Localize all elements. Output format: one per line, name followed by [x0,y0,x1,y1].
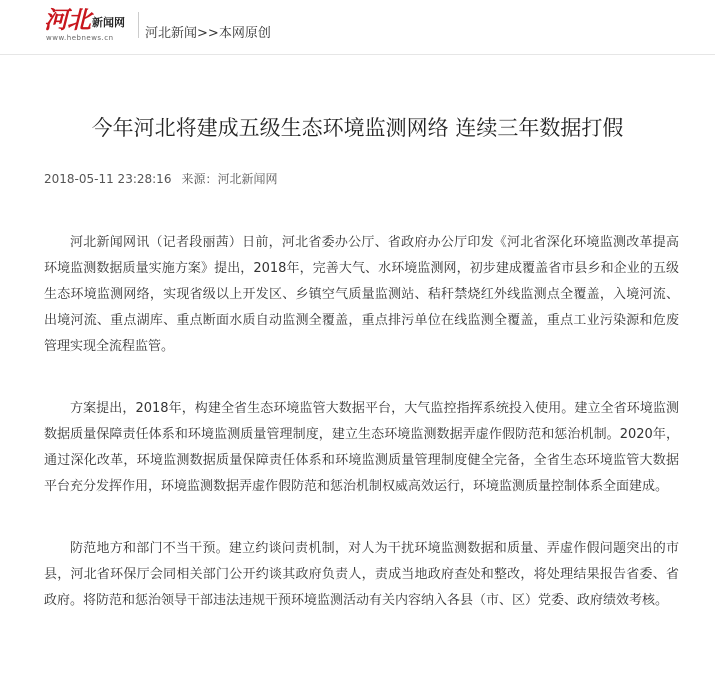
breadcrumb-link-original[interactable]: 本网原创 [218,26,271,41]
article-title: 今年河北将建成五级生态环境监测网络 连续三年数据打假 [91,116,624,141]
breadcrumb [145,25,271,43]
breadcrumb-separator: >> [197,26,219,41]
site-header [0,0,715,55]
logo-sub-text: 新闻网 [92,16,125,29]
article-paragraph: 方案提出，2018年，构建全省生态环境监管大数据平台，大气监控指挥系统投入使用。建立全省环境监测数据质量保障责任体系和环境监测质量管理制度，建立生态环境监测数据弄虚作假防范和惩治机制。2020年，通过深化改革，环境监测数据质量保障责任体系和环境监测质量管理制度健全完备，全省生态环境监管大数据平台充分发挥作用，环境监测数据弄虚作假防范和惩治机制权威高效运行，环境监测质量控制体系全面建成。 [44,401,679,494]
site-logo[interactable] [44,6,134,44]
article-datetime: 2018-05-11 23:28:16 [44,172,172,186]
logo-url-text: www.hebnews.cn [46,34,114,42]
logo-main-text: 河北 [44,5,90,34]
article-body [44,230,679,650]
article-paragraph: 河北新闻网讯（记者段丽茜）日前，河北省委办公厅、省政府办公厅印发《河北省深化环境监测改革提高环境监测数据质量实施方案》提出，2018年，完善大气、水环境监测网，初步建成覆盖省市县乡和企业的五级生态环境监测网络，实现省级以上开发区、乡镇空气质量监测站、秸秆禁烧红外线监测点全覆盖，入境河流、出境河流、重点湖库、重点断面水质自动监测全覆盖，重点排污单位在线监测全覆盖，重点工业污染源和危废管理实现全流程监管。 [44,235,679,354]
breadcrumb-link-hebei-news[interactable]: 河北新闻 [145,26,198,41]
article-meta [44,170,277,188]
logo-divider [138,12,139,38]
article-paragraph: 防范地方和部门不当干预。建立约谈问责机制，对人为干扰环境监测数据和质量、弄虚作假问题突出的市县，河北省环保厅会同相关部门公开约谈其政府负责人，责成当地政府查处和整改，将处理结果报告省委、省政府。将防范和惩治领导干部违法违规干预环境监测活动有关内容纳入各县（市、区）党委、政府绩效考核。 [44,541,679,608]
article-source: 来源：河北新闻网 [181,172,278,186]
